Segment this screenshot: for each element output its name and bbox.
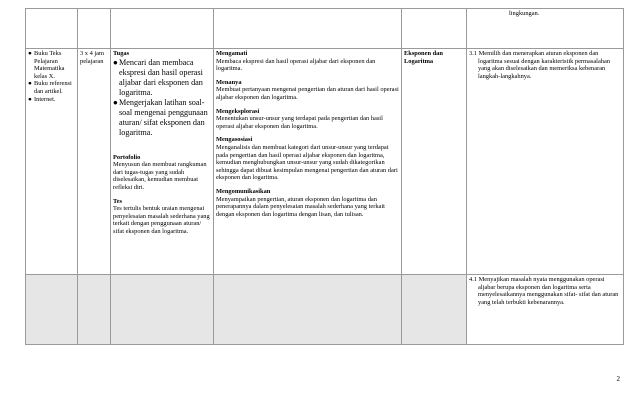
time-cell: [78, 49, 111, 275]
learning-title: Mengamati: [216, 50, 248, 57]
syllabus-table: [25, 8, 624, 345]
competency-cell: [467, 275, 624, 345]
learning-text: Menentukan unsur-unsur yang terdapat pada pengertian dan hasil operasi aljabar eksponen dan logaritma.: [216, 115, 383, 130]
source-item: Buku referensi dan artikel.: [34, 80, 72, 95]
portfolio-title: Portofolio: [113, 153, 141, 161]
tugas-item: Mengerjakan latihan soal-soal mengenai penggunaan aturan/ sifat eksponen dan logaritma.: [119, 97, 208, 137]
tugas-item: Mencari dan membaca ekspresi dan hasil operasi aljabar dari eksponen dan logaritma.: [119, 57, 203, 97]
assessment-cell: [111, 49, 214, 275]
competency-text: 3.1 Memilih dan menerapkan aturan eksponen dan logaritma sesuai dengan karakteristik permasalahan yang akan diselesaikan dan memeriksa kebenaran langkah-langkahnya.: [469, 50, 611, 80]
competency-cell: [467, 49, 624, 275]
learning-text: Menganalisis dan membuat kategori dari unsur-unsur yang terdapat pada pengertian dan hasil operasi aljabar eksponen dan logaritma, kemudian menghubungkan unsur-unsur yang sudah dikategorikan sehingga dapat dibuat kesimpulan mengenai pengertian dan aturan dari eksponen dan logaritma.: [216, 143, 398, 182]
page-number: 2: [616, 375, 620, 383]
continuation-text: lingkungan.: [509, 10, 540, 17]
learning-title: Mengomunikasikan: [216, 187, 271, 195]
tugas-title: Tugas: [113, 50, 130, 57]
learning-title: Mengasosiasi: [216, 136, 253, 144]
sources-cell: [26, 49, 78, 275]
bullet-icon: ●: [113, 97, 118, 107]
bullet-icon: ●: [113, 57, 118, 67]
learning-text: Membaca ekspresi dan hasil operasi aljabar dari eksponen dan logaritma.: [216, 57, 376, 73]
source-item: Internet.: [34, 95, 56, 103]
table-row: [26, 275, 624, 345]
material-title: Eksponen dan Logaritma: [404, 50, 443, 65]
table-row: [26, 49, 624, 275]
material-cell: [402, 49, 467, 275]
learning-title: Menanya: [216, 78, 242, 86]
source-item: Buku Teks Pelajaran Matematika kelas X.: [34, 50, 65, 80]
learning-cell: [214, 49, 402, 275]
learning-text: Membuat pertanyaan mengenai pengertian dan aturan dari hasil operasi aljabar eksponen dan logaritma.: [216, 86, 399, 101]
time-allocation: 3 x 4 jam pelajaran: [80, 50, 104, 65]
tes-text: Tes tertulis bentuk uraian mengenai penyelesaian masalah sederhana yang terkait dengan penggunaan aturan/ sifat eksponen dan logaritma.: [113, 205, 210, 235]
bullet-icon: ●: [28, 95, 32, 103]
bullet-icon: ●: [28, 50, 32, 57]
tes-title: Tes: [113, 197, 122, 205]
bullet-icon: ●: [28, 80, 32, 88]
table-row: [26, 9, 624, 49]
learning-title: Mengeksplorasi: [216, 107, 260, 115]
portfolio-text: Menyusun dan membuat rangkuman dari tugas-tugas yang sudah diselesaikan, kemudian membuat refleksi diri.: [113, 161, 207, 191]
learning-text: Menyampaikan pengertian, aturan eksponen dan logaritma dan penerapannya dalam penyelesaian masalah sederhana yang terkait dengan eksponen dan logaritma dengan lisan, dan tulisan.: [216, 195, 385, 218]
competency-text: 4.1 Menyajikan masalah nyata menggunakan operasi aljabar berupa eksponen dan logaritma serta menyelesaikannya menggunakan sifat- sifat dan aturan yang telah terbukti kebenarannya.: [469, 276, 619, 306]
